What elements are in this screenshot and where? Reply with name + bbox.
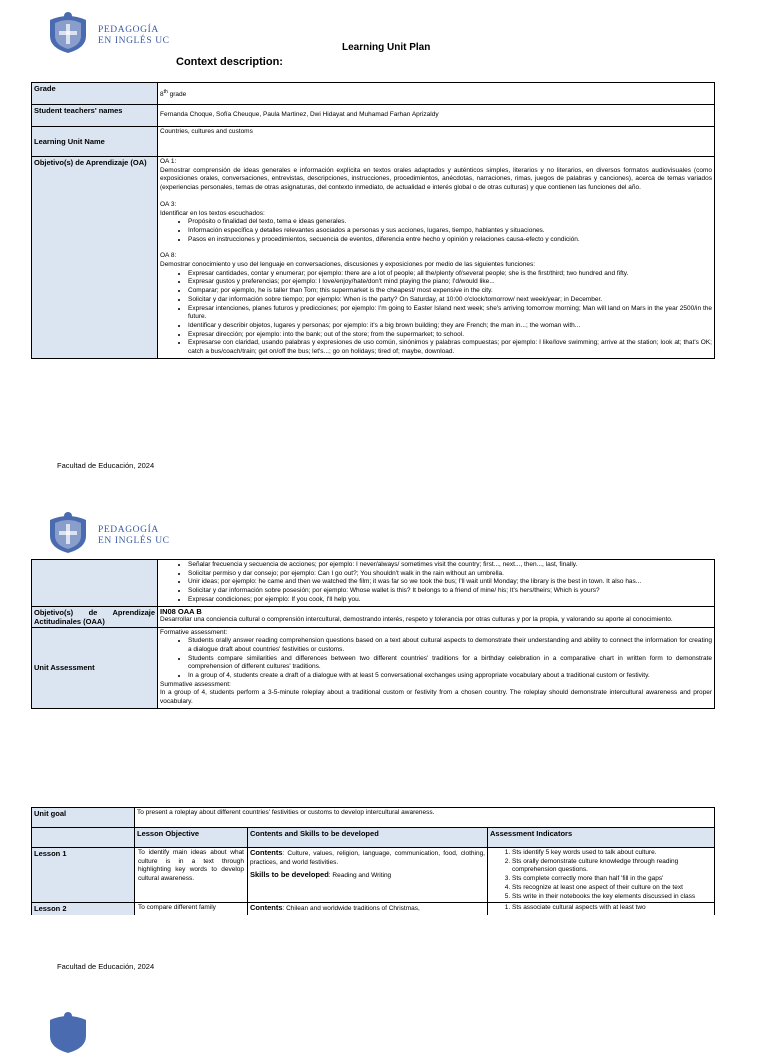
table-row [32,627,715,708]
list-item: • Expresar condiciones; por ejemplo: If you cook, I'll help you. [188,596,712,605]
unit-goal-value: To present a roleplay about different countries' festivities or customs to develop intercultural awareness. [135,808,715,828]
oa3-title: OA 3: [160,200,177,208]
oa1-text: Demostrar comprensión de ideas generales e información explícita en textos orales adaptados y auténticos simples, literarios y no literarios, en diversos formatos audiovisuales (como exposiciones orales, conversaciones, entrevistas, descripciones, instrucciones, procedimientos, anécdotas, narraciones, rimas, juegos de palabras y canciones), acerca de temas variados (experiencias personales, temas de otras asignaturas, del contexto inmediato, de actualidad e interés global o de otras culturas) y que contienen las funciones del año. [160,166,712,192]
lesson-1-label: Lesson 1 [32,848,135,903]
lesson-2-label: Lesson 2 [32,903,135,915]
table-row [32,83,715,105]
header-blank-cell [32,828,135,848]
grade-value: 8th grade [158,83,715,105]
list-item: 1. Sts identify 5 key words used to talk about culture. [512,849,712,858]
logo [46,1008,176,1054]
indicator-list [490,904,712,913]
lesson-1-objective: To identify main ideas about what culture is in a text through highlighting key words to develop cultural awareness. [135,848,248,903]
oa8-list [160,270,712,357]
lessons-table [31,807,715,915]
list-item: • Expresar cantidades, contar y enumerar; por ejemplo: there are a lot of people; all the/plenty of/several people; she is the first/third; two hundred and fifty. [188,270,712,279]
list-item: • Solicitar y dar información sobre posesión; por ejemplo: Whose wallet is this? It belongs to a friend of mine/ his; It's hers/theirs; Which is yours? [188,587,712,596]
unit-name-value: Countries, cultures and customs [158,127,715,157]
formative-title: Formative assessment: [160,628,228,636]
crest-icon [46,508,90,554]
oaa-label: Objetivo(s) de Aprendizaje Actitudinales (OAA) [32,606,158,627]
crest-icon [46,1008,90,1054]
logo-line-2: EN INGLÉS UC [98,36,170,46]
summative-text: In a group of 4, students perform a 3-5-minute roleplay about a traditional custom or festivity from a chosen country. The roleplay should demonstrate intercultural awareness and proper vocabulary. [160,689,712,706]
unit-info-table-continued [31,559,715,709]
list-item: • Comparar; por ejemplo, he is taller than Tom; this supermarket is the cheapest/ most expensive in the city. [188,287,712,296]
list-item: • Expresarse con claridad, usando palabras y expresiones de uso común, sinónimos y palabras compuestas; por ejemplo: I like/love swimming; arrive at the station; look at; that's OK; catch a bus/coach/train; get on/off the bus; let's...; go on holidays; tired of; maybe, download. [188,339,712,356]
oa-label-continued [32,560,158,607]
teachers-value: Fernanda Choque, Sofía Cheuque, Paula Martinez, Dwi Hidayat and Muhamad Farhan Aprizaldy [158,105,715,127]
list-item: • Expresar dirección; por ejemplo: into the bank; out of the store; from the supermarket; to school. [188,331,712,340]
list-item: • Expresar intenciones, planes futuros y predicciones; por ejemplo: I'm going to Easter Island next week; she's arriving tomorrow morning; Man will land on Mars in the year 2500/in the future. [188,305,712,322]
oa3-intro: Identificar en los textos escuchados: [160,209,265,217]
list-item: • In a group of 4, students create a draft of a dialogue with at least 5 conversational exchanges using appropriate vocabulary about a traditional custom or festivity. [188,672,712,681]
formative-list [160,637,712,681]
document-title: Learning Unit Plan [342,42,431,53]
lesson-2-objective: To compare different family [135,903,248,915]
oa8-intro: Demostrar conocimiento y uso del lenguaje en conversaciones, discusiones y exposiciones por medio de las siguientes funciones: [160,261,536,269]
list-item: • Students compare similarities and differences between two different countries' traditions for a birthday celebration in a comparative chart in written form to demonstrate comprehension of different cultures' traditions. [188,655,712,672]
list-item: 3. Sts complete correctly more than half 'fill in the gaps' [512,875,712,884]
list-item: 5. Sts write in their notebooks the key elements discussed in class [512,893,712,902]
assessment-content [158,627,715,708]
assessment-label: Unit Assessment [32,627,158,708]
unit-name-label: Learning Unit Name [32,127,158,157]
page-footer: Facultad de Educación, 2024 [57,962,155,971]
list-item: 4. Sts recognize at least one aspect of their culture on the text [512,884,712,893]
context-description: Context description: [176,56,283,68]
list-item: • Identificar y describir objetos, lugares y personas; por ejemplo: it's a big brown building; they are French; the man in...; the woman with... [188,322,712,331]
unit-info-table [31,82,715,359]
indicator-list [490,849,712,901]
oaa-title: IN08 OAA B [160,606,202,616]
col-contents-skills: Contents and Skills to be developed [248,828,488,848]
table-row [32,606,715,627]
table-row [32,105,715,127]
logo [46,8,176,54]
list-item: • Expresar gustos y preferencias; por ejemplo: I love/enjoy/hate/don't mind playing the piano; I'd/would like... [188,278,712,287]
oa8-list-continued [160,561,712,605]
list-item: • Propósito o finalidad del texto, tema e ideas generales. [188,218,712,227]
list-item: • Solicitar permiso y dar consejo; por ejemplo: Can I go out?; You shouldn't walk in the rain without an umbrella. [188,570,712,579]
list-item: 1. Sts associate cultural aspects with at least two [512,904,712,913]
logo-line-1: PEDAGOGÍA [98,525,159,535]
oa8-title: OA 8: [160,252,177,260]
table-row [32,560,715,607]
summative-title: Summative assessment: [160,680,231,688]
list-item: • Solicitar y dar información sobre tiempo; por ejemplo: When is the party? On Saturday, at 10:00 o'clock/tomorrow/ next week/year; in December. [188,296,712,305]
table-row [32,157,715,359]
col-lesson-objective: Lesson Objective [135,828,248,848]
list-item: • Señalar frecuencia y secuencia de acciones; por ejemplo: I never/always/ sometimes visit the country; first..., next..., then..., last, finally. [188,561,712,570]
logo [46,508,176,554]
list-item: • Students orally answer reading comprehension questions based on a text about cultural aspects to demonstrate their understanding and ability to connect the information for creating a dialogue draft about countries' festivities or customs. [188,637,712,654]
oaa-text: Desarrollar una conciencia cultural o comprensión intercultural, demostrando interés, respeto y tolerancia por otras culturas y por la propia, y valorando su aporte al conocimiento. [160,616,673,624]
teachers-label: Student teachers' names [32,105,158,127]
page-footer: Facultad de Educación, 2024 [57,461,155,470]
list-item: 2. Sts orally demonstrate culture knowledge through reading comprehension questions. [512,858,712,875]
oa3-list [160,218,712,244]
table-row [32,127,715,157]
lesson-1-indicators [488,848,715,903]
lesson-2-contents: Contents: Chilean and worldwide traditions of Christmas, [248,903,488,915]
logo-line-1: PEDAGOGÍA [98,25,159,35]
oa1-title: OA 1: [160,158,177,165]
oaa-content [158,606,715,627]
oa-label: Objetivo(s) de Aprendizaje (OA) [32,157,158,359]
lesson-1-contents: Contents: Culture, values, religion, language, communication, food, clothing, practices, and world festivities. Skills to be developed: Reading and Writing [248,848,488,903]
table-row [32,848,715,903]
table-row [32,903,715,915]
list-item: • Información específica y detalles relevantes asociados a personas y sus acciones, lugares, tiempo, hablantes y situaciones. [188,227,712,236]
oa-content [158,157,715,359]
crest-icon [46,8,90,54]
list-item: • Pasos en instrucciones y procedimientos, secuencia de eventos, diferencia entre hecho y opinión y relaciones causa-efecto y condición. [188,236,712,245]
table-row [32,828,715,848]
oa8-continued [158,560,715,607]
lesson-2-indicators [488,903,715,915]
logo-line-2: EN INGLÉS UC [98,536,170,546]
grade-label: Grade [32,83,158,105]
list-item: • Unir ideas; por ejemplo: he came and then we watched the film; it was far so we took the bus; I'll wait until Monday; the library is the best in town. It also has... [188,578,712,587]
col-assessment-indicators: Assessment Indicators [488,828,715,848]
unit-goal-label: Unit goal [32,808,135,828]
table-row [32,808,715,828]
